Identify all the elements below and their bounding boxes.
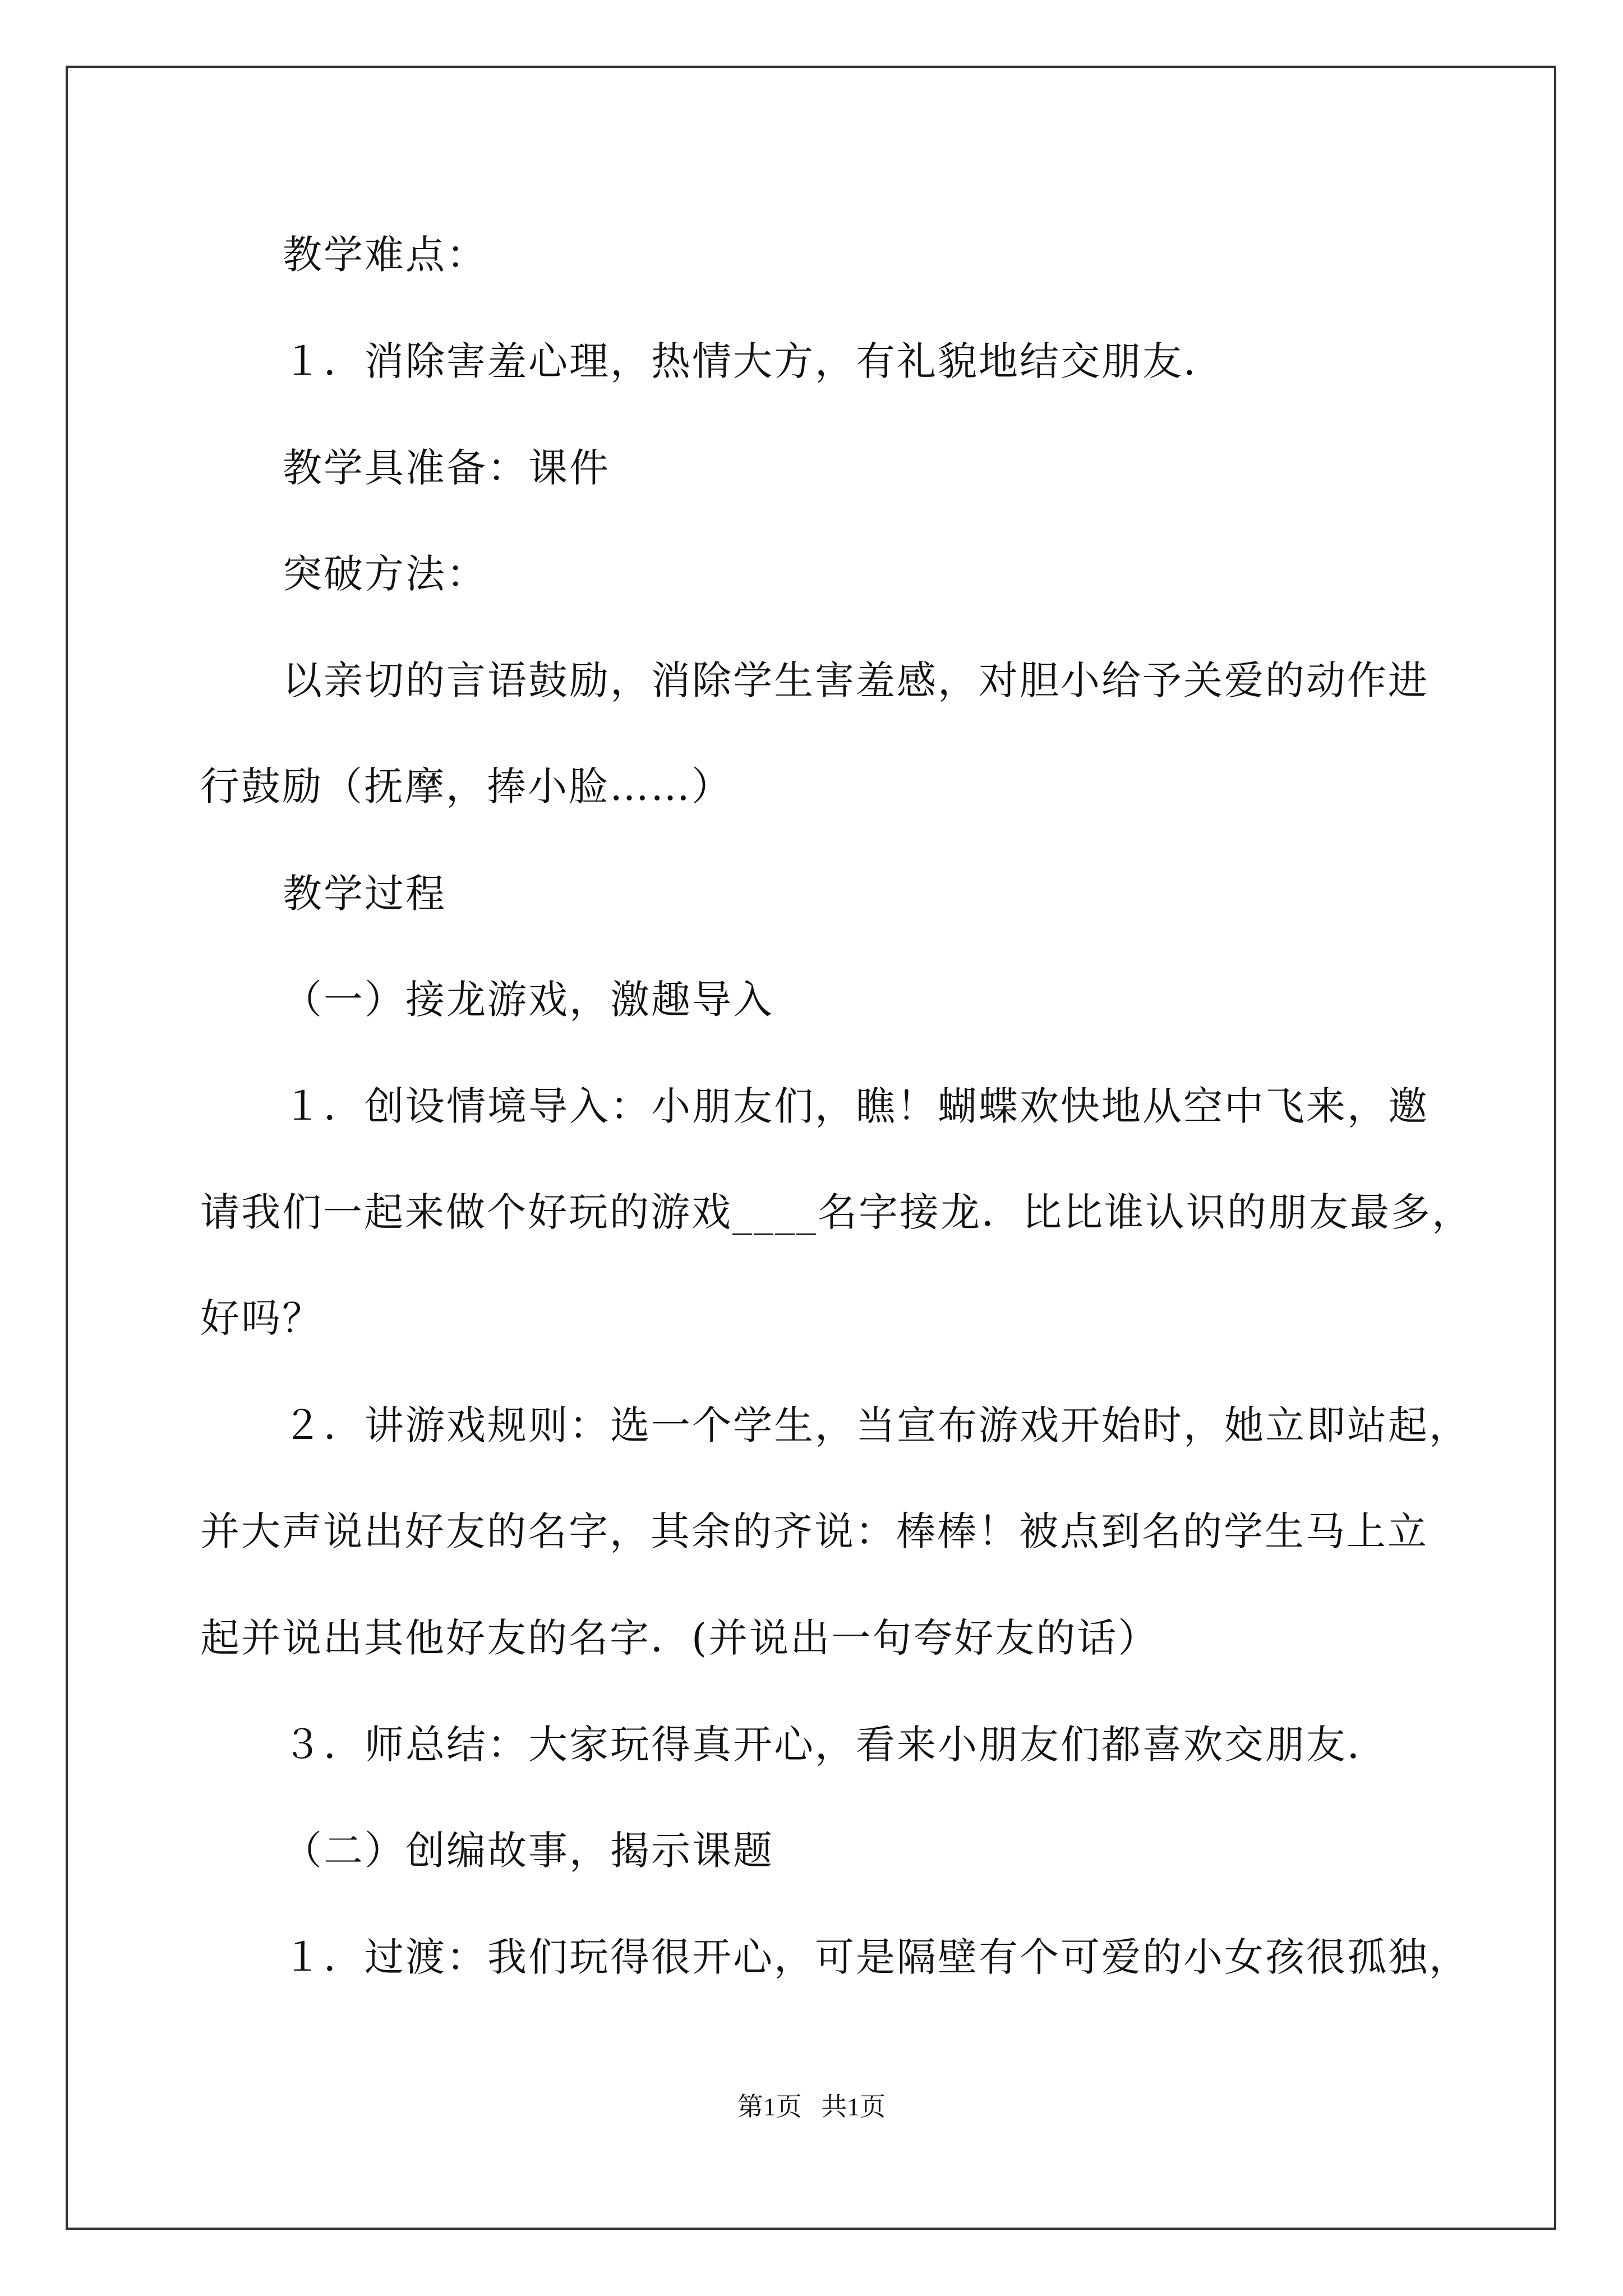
- page-number-footer: 第1页 共1页: [737, 2092, 886, 2121]
- paragraph-step-1-line-1: １．创设情境导入：小朋友们，瞧！蝴蝶欢快地从空中飞来，邀: [283, 1083, 1429, 1129]
- paragraph-step-2-line-1: ２．讲游戏规则：选一个学生，当宣布游戏开始时，她立即站起，: [283, 1402, 1470, 1448]
- paragraph-difficulty-item-1: １．消除害羞心理，热情大方，有礼貌地结交朋友．: [283, 338, 1224, 384]
- paragraph-materials: 教学具准备：课件: [283, 445, 610, 491]
- heading-teaching-process: 教学过程: [283, 871, 446, 917]
- section-heading-2: （二）创编故事，揭示课题: [283, 1828, 774, 1874]
- page-frame: [66, 66, 1556, 2230]
- paragraph-step-1-line-3: 好吗？: [200, 1295, 323, 1341]
- paragraph-step-2-line-2: 并大声说出好友的名字，其余的齐说：棒棒！被点到名的学生马上立: [200, 1508, 1428, 1554]
- paragraph-method-line-2: 行鼓励（抚摩，捧小脸……）: [200, 763, 732, 809]
- paragraph-step-3: ３．师总结：大家玩得真开心，看来小朋友们都喜欢交朋友．: [283, 1722, 1388, 1768]
- paragraph-step-1-line-2: 请我们一起来做个好玩的游戏____名字接龙．比比谁认识的朋友最多，: [200, 1189, 1473, 1235]
- paragraph-step-2-line-3: 起并说出其他好友的名字．(并说出一句夸好友的话）: [200, 1615, 1159, 1661]
- paragraph-method-line-1: 以亲切的言语鼓励，消除学生害羞感，对胆小给予关爱的动作进: [283, 657, 1429, 703]
- section-heading-1: （一）接龙游戏，激趣导入: [283, 977, 774, 1023]
- heading-breakthrough-method: 突破方法：: [283, 551, 487, 597]
- paragraph-transition: １．过渡：我们玩得很开心，可是隔壁有个可爱的小女孩很孤独，: [283, 1934, 1470, 1980]
- heading-teaching-difficulty: 教学难点：: [283, 232, 487, 278]
